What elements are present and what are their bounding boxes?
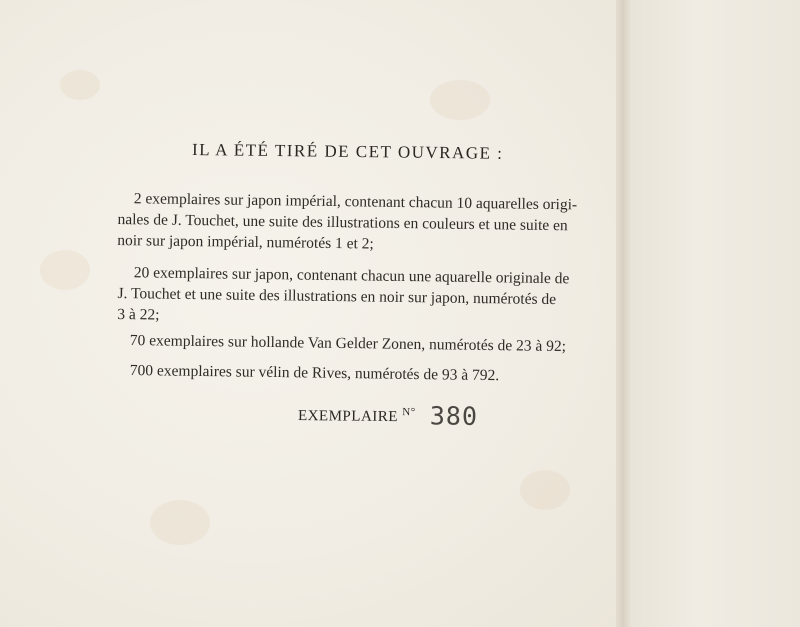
paper-stain bbox=[40, 250, 90, 290]
paper-stain bbox=[520, 470, 570, 510]
copy-label: EXEMPLAIRE bbox=[297, 408, 399, 426]
text-line: 2 exemplaires sur japon impérial, contenant chacun 10 aquarelles origi- bbox=[133, 190, 578, 214]
edition-paragraph-4 bbox=[130, 360, 610, 388]
copy-number-line bbox=[298, 400, 478, 431]
facing-page bbox=[630, 0, 800, 627]
text-line: 700 exemplaires sur vélin de Rives, numérotés de 93 à 792. bbox=[129, 361, 500, 385]
paper-stain bbox=[430, 80, 490, 120]
text-line: noir sur japon impérial, numérotés 1 et 2; bbox=[117, 231, 374, 253]
text-line: 70 exemplaires sur hollande Van Gelder Zonen, numérotés de 23 à 92; bbox=[129, 331, 567, 356]
paper-stain bbox=[60, 70, 100, 100]
text-line: 20 exemplaires sur japon, contenant chacun une aquarelle originale de bbox=[133, 264, 570, 288]
text-line: J. Touchet et une suite des illustrations en noir sur japon, numérotés de bbox=[117, 284, 557, 309]
edition-paragraph-2 bbox=[117, 262, 608, 332]
page-heading: IL A ÉTÉ TIRÉ DE CET OUVRAGE : bbox=[191, 140, 504, 163]
copy-number: 380 bbox=[429, 401, 479, 431]
text-line: 3 à 22; bbox=[117, 305, 160, 324]
text-line: nales de J. Touchet, une suite des illustrations en couleurs et une suite en bbox=[117, 210, 568, 235]
edition-paragraph-1 bbox=[117, 188, 608, 258]
number-mark: N° bbox=[402, 406, 416, 419]
edition-paragraph-3 bbox=[130, 330, 610, 358]
book-gutter bbox=[616, 0, 630, 627]
paper-stain bbox=[150, 500, 210, 545]
